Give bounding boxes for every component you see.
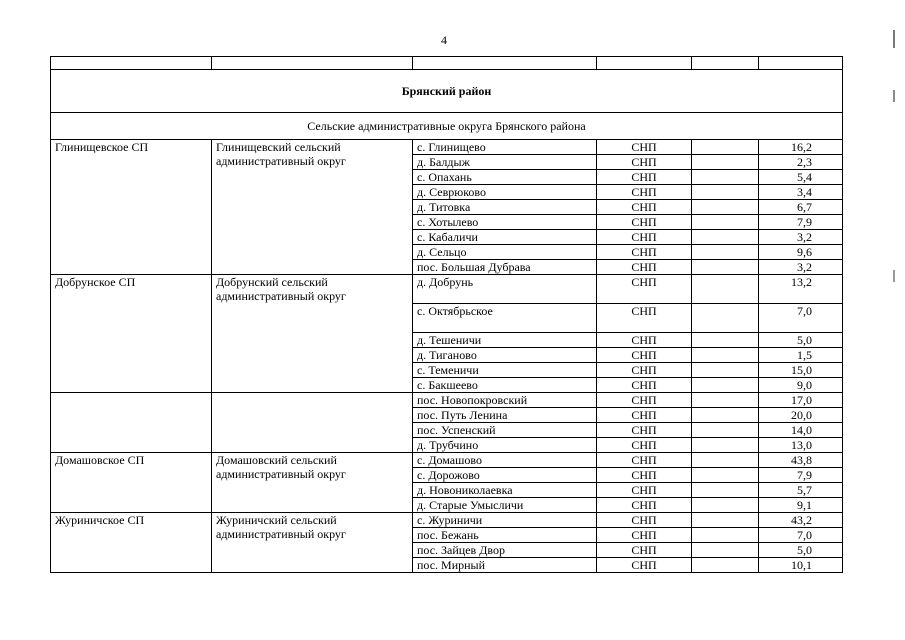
settlement-name-cell: с. Глинищево <box>413 140 597 155</box>
table-row <box>51 513 843 528</box>
settlement-value-cell: 6,7 <box>759 200 843 215</box>
settlement-name-cell: с. Бакшеево <box>413 378 597 393</box>
empty-cell <box>692 408 759 423</box>
empty-cell <box>692 423 759 438</box>
settlement-value-cell: 10,1 <box>759 558 843 573</box>
settlement-name-cell: пос. Путь Ленина <box>413 408 597 423</box>
settlement-type-cell: СНП <box>597 378 692 393</box>
settlement-type-cell: СНП <box>597 528 692 543</box>
settlement-value-cell: 5,7 <box>759 483 843 498</box>
settlement-name-cell: пос. Большая Дубрава <box>413 260 597 275</box>
settlement-type-cell: СНП <box>597 333 692 348</box>
settlement-name-cell: д. Севрюково <box>413 185 597 200</box>
empty-cell <box>692 245 759 260</box>
settlement-type-cell: СНП <box>597 230 692 245</box>
settlement-value-cell: 3,2 <box>759 230 843 245</box>
settlement-name-cell: д. Тешеничи <box>413 333 597 348</box>
empty-cell <box>692 513 759 528</box>
settlement-name-cell: д. Балдыж <box>413 155 597 170</box>
empty-cell <box>692 215 759 230</box>
settlement-name-cell: с. Дорожово <box>413 468 597 483</box>
empty-cell <box>692 468 759 483</box>
settlement-name-cell: с. Журиничи <box>413 513 597 528</box>
table-row <box>51 453 843 468</box>
settlement-type-cell: СНП <box>597 408 692 423</box>
page-number: 4 <box>441 33 447 47</box>
settlement-value-cell: 13,0 <box>759 438 843 453</box>
empty-cell <box>692 498 759 513</box>
settlement-type-cell: СНП <box>597 558 692 573</box>
empty-cell <box>692 304 759 333</box>
okrug-name-cell: Добрунский сельский административный округ <box>212 275 413 393</box>
settlement-value-cell: 14,0 <box>759 423 843 438</box>
settlement-type-cell: СНП <box>597 438 692 453</box>
settlement-type-cell: СНП <box>597 155 692 170</box>
settlement-name-cell: с. Опахань <box>413 170 597 185</box>
sp-name-cell: Журиничское СП <box>51 513 212 573</box>
settlement-type-cell: СНП <box>597 260 692 275</box>
settlement-type-cell: СНП <box>597 348 692 363</box>
table-body <box>51 57 843 573</box>
empty-cell <box>692 393 759 408</box>
empty-cell <box>692 275 759 304</box>
settlement-type-cell: СНП <box>597 393 692 408</box>
settlement-name-cell: с. Домашово <box>413 453 597 468</box>
sp-name-cell: Домашовское СП <box>51 453 212 513</box>
settlement-value-cell: 13,2 <box>759 275 843 304</box>
settlement-value-cell: 7,9 <box>759 215 843 230</box>
settlement-type-cell: СНП <box>597 543 692 558</box>
settlement-value-cell: 1,5 <box>759 348 843 363</box>
settlement-value-cell: 3,4 <box>759 185 843 200</box>
settlement-type-cell: СНП <box>597 200 692 215</box>
settlement-type-cell: СНП <box>597 185 692 200</box>
okrug-name-cell: Журиничский сельский административный округ <box>212 513 413 573</box>
settlement-value-cell: 9,6 <box>759 245 843 260</box>
settlement-type-cell: СНП <box>597 304 692 333</box>
settlement-name-cell: д. Старые Умысличи <box>413 498 597 513</box>
empty-cell <box>692 170 759 185</box>
settlement-value-cell: 9,0 <box>759 378 843 393</box>
sp-name-cell: Добрунское СП <box>51 275 212 393</box>
empty-cell <box>692 543 759 558</box>
empty-cell <box>692 185 759 200</box>
settlement-name-cell: пос. Новопокровский <box>413 393 597 408</box>
empty-cell <box>692 140 759 155</box>
settlement-value-cell: 43,2 <box>759 513 843 528</box>
table-row <box>51 275 843 304</box>
settlement-type-cell: СНП <box>597 423 692 438</box>
empty-cell <box>692 348 759 363</box>
okrug-name-cell <box>212 393 413 453</box>
settlement-value-cell: 3,2 <box>759 260 843 275</box>
spacer-cell <box>51 57 212 70</box>
settlement-value-cell: 5,4 <box>759 170 843 185</box>
settlement-type-cell: СНП <box>597 245 692 260</box>
settlement-type-cell: СНП <box>597 513 692 528</box>
settlement-value-cell: 15,0 <box>759 363 843 378</box>
settlement-name-cell: пос. Мирный <box>413 558 597 573</box>
district-title: Брянский район <box>51 70 843 113</box>
empty-cell <box>692 483 759 498</box>
settlement-value-cell: 17,0 <box>759 393 843 408</box>
spacer-cell <box>413 57 597 70</box>
settlement-value-cell: 2,3 <box>759 155 843 170</box>
settlements-table <box>50 56 843 573</box>
sp-name-cell <box>51 393 212 453</box>
settlement-value-cell: 9,1 <box>759 498 843 513</box>
settlement-value-cell: 5,0 <box>759 333 843 348</box>
empty-cell <box>692 528 759 543</box>
settlement-type-cell: СНП <box>597 140 692 155</box>
spacer-cell <box>597 57 692 70</box>
settlement-value-cell: 20,0 <box>759 408 843 423</box>
sp-name-cell: Глинищевское СП <box>51 140 212 275</box>
settlement-name-cell: с. Октябрьское <box>413 304 597 333</box>
settlement-name-cell: д. Добрунь <box>413 275 597 304</box>
empty-cell <box>692 363 759 378</box>
settlement-name-cell: д. Новониколаевка <box>413 483 597 498</box>
table-row <box>51 393 843 408</box>
settlement-name-cell: д. Сельцо <box>413 245 597 260</box>
empty-cell <box>692 200 759 215</box>
settlement-value-cell: 7,0 <box>759 304 843 333</box>
settlement-type-cell: СНП <box>597 483 692 498</box>
settlement-type-cell: СНП <box>597 215 692 230</box>
spacer-cell <box>759 57 843 70</box>
settlement-type-cell: СНП <box>597 363 692 378</box>
spacer-cell <box>692 57 759 70</box>
empty-cell <box>692 155 759 170</box>
scan-edge-mark <box>893 30 895 630</box>
settlement-name-cell: д. Трубчино <box>413 438 597 453</box>
empty-cell <box>692 453 759 468</box>
table-header-spacer-row <box>51 57 843 70</box>
settlement-value-cell: 5,0 <box>759 543 843 558</box>
subtitle-row <box>51 113 843 140</box>
okrug-name-cell: Домашовский сельский административный округ <box>212 453 413 513</box>
empty-cell <box>692 558 759 573</box>
empty-cell <box>692 438 759 453</box>
okrug-name-cell: Глинищевский сельский административный округ <box>212 140 413 275</box>
empty-cell <box>692 230 759 245</box>
spacer-cell <box>212 57 413 70</box>
settlement-name-cell: с. Кабаличи <box>413 230 597 245</box>
empty-cell <box>692 333 759 348</box>
settlement-value-cell: 16,2 <box>759 140 843 155</box>
settlement-value-cell: 7,0 <box>759 528 843 543</box>
settlement-type-cell: СНП <box>597 498 692 513</box>
settlement-name-cell: пос. Зайцев Двор <box>413 543 597 558</box>
district-title-row <box>51 70 843 113</box>
settlement-value-cell: 43,8 <box>759 453 843 468</box>
settlement-name-cell: пос. Успенский <box>413 423 597 438</box>
settlement-type-cell: СНП <box>597 468 692 483</box>
settlement-type-cell: СНП <box>597 453 692 468</box>
settlement-value-cell: 7,9 <box>759 468 843 483</box>
table-subtitle: Сельские административные округа Брянского района <box>51 113 843 140</box>
settlement-name-cell: д. Титовка <box>413 200 597 215</box>
table-row <box>51 140 843 155</box>
settlement-name-cell: с. Теменичи <box>413 363 597 378</box>
settlement-name-cell: пос. Бежань <box>413 528 597 543</box>
settlement-name-cell: с. Хотылево <box>413 215 597 230</box>
empty-cell <box>692 260 759 275</box>
settlement-name-cell: д. Тиганово <box>413 348 597 363</box>
settlement-type-cell: СНП <box>597 275 692 304</box>
empty-cell <box>692 378 759 393</box>
settlement-type-cell: СНП <box>597 170 692 185</box>
